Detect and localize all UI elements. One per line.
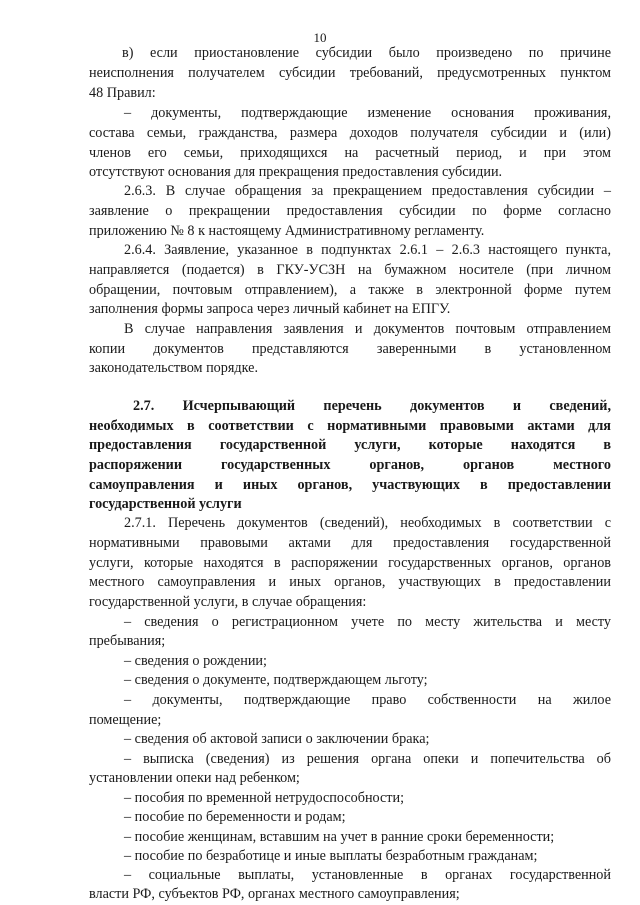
- text-line: – социальные выплаты, установленные в органах государственной: [124, 867, 611, 883]
- section-heading: 2.7. Исчерпывающий перечень документов и сведений,: [133, 398, 611, 414]
- text-line: 2.6.3. В случае обращения за прекращением предоставления субсидии –: [124, 183, 611, 199]
- text-line: установлении опеки над ребенком;: [89, 770, 300, 786]
- text-line: заполнения формы запроса через личный кабинет на ЕПГУ.: [89, 301, 451, 317]
- text-line: В случае направления заявления и документов почтовым отправлением: [124, 321, 611, 337]
- text-line: – сведения о регистрационном учете по месту жительства и месту: [124, 614, 611, 630]
- text-line: в) если приостановление субсидии было произведено по причине: [122, 45, 611, 61]
- text-line: состава семьи, гражданства, размера доходов получателя субсидии и (или): [89, 125, 611, 141]
- text-line: местного самоуправления и иных органов, участвующих в предоставлении: [89, 574, 611, 590]
- text-line: обращении, почтовым отправлением), а также в электронной форме путем: [89, 282, 611, 298]
- text-line: пребывания;: [89, 633, 166, 649]
- text-line: – документы, подтверждающие изменение основания проживания,: [124, 105, 611, 121]
- text-line: – документы, подтверждающие право собственности на жилое: [124, 692, 611, 708]
- text-line: законодательством порядке.: [89, 360, 258, 376]
- text-line: неисполнения получателем субсидии требований, предусмотренных пунктом: [89, 65, 611, 81]
- section-heading: самоуправления и иных органов, участвующих в предоставлении: [89, 477, 611, 493]
- page-number: 10: [313, 30, 327, 45]
- text-line: 2.6.4. Заявление, указанное в подпунктах 2.6.1 – 2.6.3 настоящего пункта,: [124, 242, 611, 258]
- text-line: нормативными правовыми актами для предоставления государственной: [89, 535, 611, 551]
- text-line: – выписка (сведения) из решения органа опеки и попечительства об: [124, 751, 611, 767]
- text-line: 48 Правил:: [89, 85, 156, 101]
- section-heading: предоставления государственной услуги, которые находятся в: [89, 437, 611, 453]
- text-line: членов его семьи, приходящихся на расчетный период, и при этом: [89, 145, 611, 161]
- text-line: – пособие женщинам, вставшим на учет в ранние сроки беременности;: [124, 829, 555, 845]
- text-line: власти РФ, субъектов РФ, органах местного самоуправления;: [89, 886, 460, 902]
- text-line: – сведения о рождении;: [124, 653, 267, 669]
- text-line: приложению № 8 к настоящему Административному регламенту.: [89, 223, 485, 239]
- text-line: услуги, которые находятся в распоряжении государственных органов, органов: [89, 555, 611, 571]
- text-line: 2.7.1. Перечень документов (сведений), необходимых в соответствии с: [124, 515, 611, 531]
- section-heading: государственной услуги: [89, 496, 242, 512]
- text-line: копии документов представляются заверенными в установленном: [89, 341, 611, 357]
- section-heading: необходимых в соответствии с нормативными правовыми актами для: [89, 418, 611, 434]
- text-line: – пособие по беременности и родам;: [124, 809, 346, 825]
- text-line: заявление о прекращении предоставления субсидии по форме согласно: [89, 203, 611, 219]
- text-line: – пособие по безработице и иные выплаты безработным гражданам;: [124, 848, 538, 864]
- text-line: – сведения о документе, подтверждающем льготу;: [124, 672, 428, 688]
- text-line: государственной услуги, в случае обращения:: [89, 594, 367, 610]
- text-line: – пособия по временной нетрудоспособности;: [124, 790, 405, 806]
- text-line: отсутствуют основания для прекращения предоставления субсидии.: [89, 164, 503, 180]
- section-heading: распоряжении государственных органов, органов местного: [89, 457, 611, 473]
- text-line: помещение;: [89, 712, 162, 728]
- text-line: направляется (подается) в ГКУ-УСЗН на бумажном носителе (при личном: [89, 262, 611, 278]
- text-line: – сведения об актовой записи о заключении брака;: [124, 731, 430, 747]
